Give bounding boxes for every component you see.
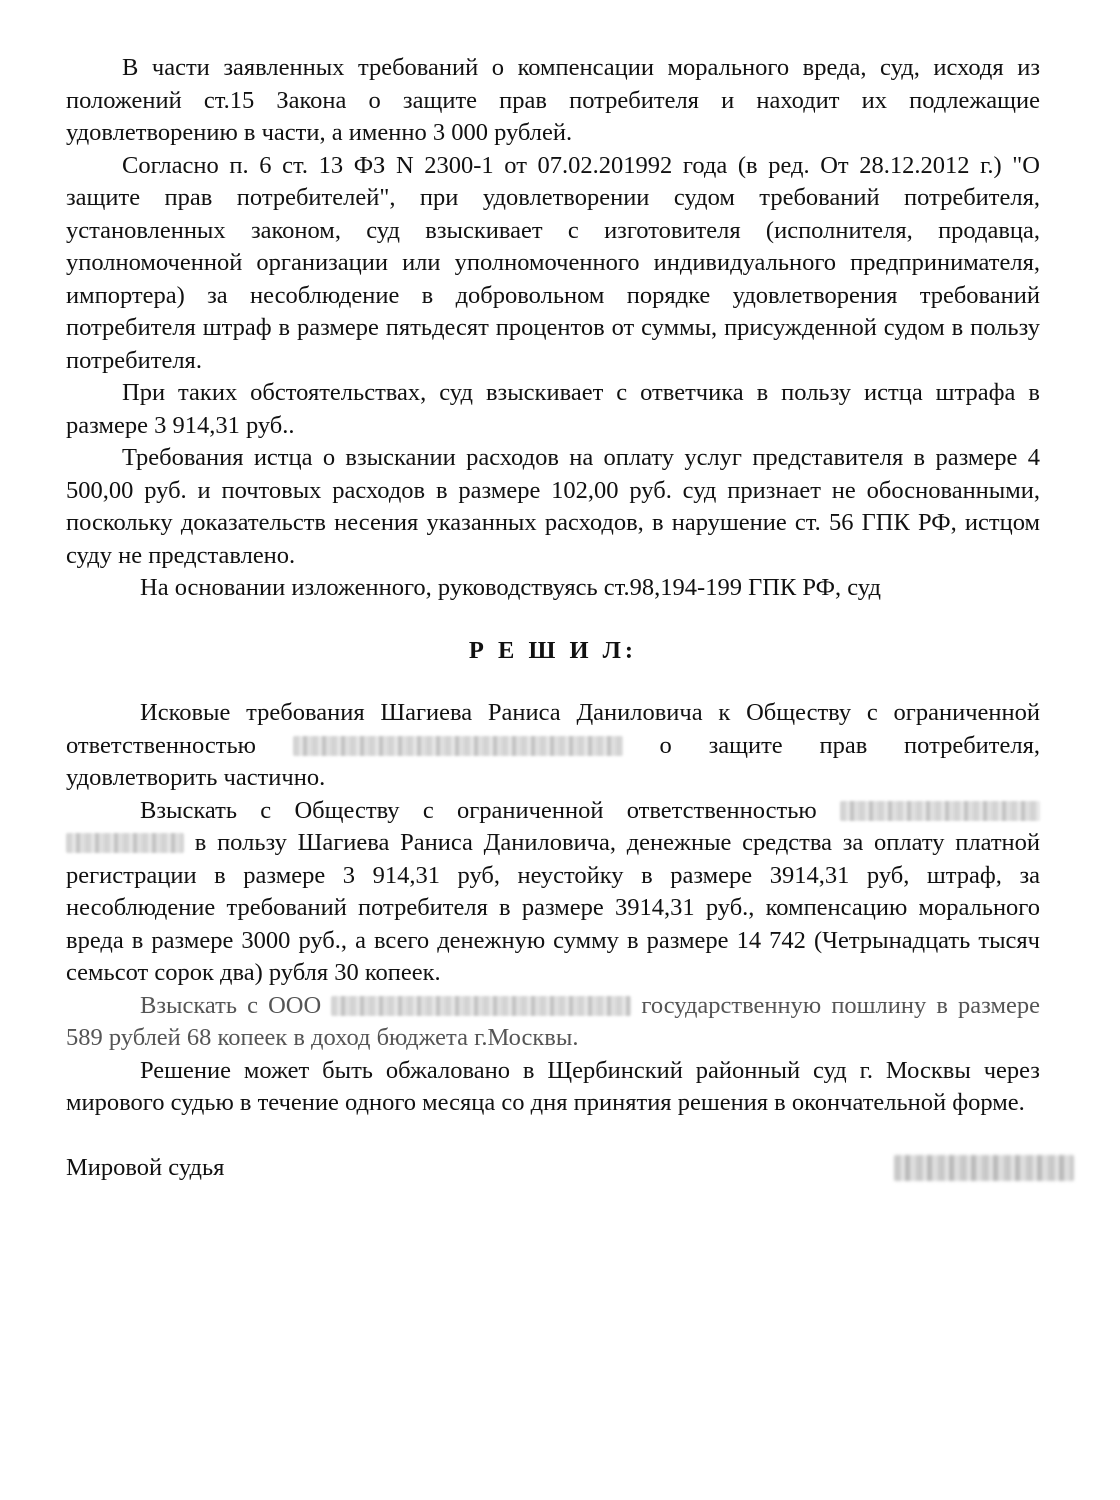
paragraph-basis: На основании изложенного, руководствуясь ст.98,194-199 ГПК РФ, суд [140, 574, 881, 601]
document-page [66, 52, 1040, 1184]
decision-state-duty-text-b: государственную пошлину в размере 589 рублей 68 копеек в доход бюджета г.Москвы. [66, 991, 1040, 1051]
decision-recover-text-a: Взыскать с Обществу с ограниченной ответственностью [140, 796, 817, 824]
decision-recover-text-b: в пользу Шагиева Раниса Даниловича, денежные средства за оплату платной регистрации в размере 3 914,31 руб, неустойку в размере 3914,31 руб, штраф, за несоблюдение требований потребителя в размере 3914,31 руб., компенсацию морального вреда в размере 3000 руб., а всего денежную сумму в размере 14 742 (Четрынадцать тысяч семьсот сорок два) рубля 30 копеек. [66, 829, 1041, 986]
decision-state-duty [66, 990, 1040, 1055]
decision-recover [66, 795, 1040, 990]
signature-block [66, 1152, 1074, 1185]
redacted-company-name [840, 801, 1040, 821]
decision-claims [66, 697, 1040, 795]
redacted-company-name [66, 833, 184, 853]
decision-claims-text-b: о защите прав потребителя, удовлетворить частично. [66, 731, 1040, 791]
redacted-company-name [331, 996, 631, 1016]
paragraph-moral-damage: В части заявленных требований о компенсации морального вреда, суд, исходя из положений ст.15 Закона о защите прав потребителя и находит их подлежащие удовлетворению в части, а именно 3 000 рублей. [66, 54, 1040, 146]
signature-label: Мировой судья [66, 1153, 225, 1181]
decision-claims-text-a: Исковые требования Шагиева Раниса Даниловича к Обществу с ограниченной ответственностью [66, 699, 1040, 759]
paragraph-expenses: Требования истца о взыскании расходов на оплату услуг представителя в размере 4 500,00 руб. и почтовых расходов в размере 102,00 руб. суд признает не обоснованными, поскольку доказательств несения указанных расходов, в нарушение ст. 56 ГПК РФ, истцом суду не представлено. [66, 444, 1040, 569]
paragraph-fine-law: Согласно п. 6 ст. 13 ФЗ N 2300-1 от 07.02.201992 года (в ред. От 28.12.2012 г.) "О защите прав потребителей", при удовлетворении судом требований потребителя, установленных законом, суд взыскивает с изготовителя (исполнителя, продавца, уполномоченной организации или уполномоченного индивидуального предпринимателя, импортера) за несоблюдение в добровольном порядке удовлетворения требований потребителя штраф в размере пятьдесят процентов от суммы, присужденной судом в пользу потребителя. [66, 151, 1040, 374]
decision-heading: Р Е Ш И Л: [468, 636, 638, 664]
redacted-judge-name [894, 1155, 1074, 1181]
decision-appeal: Решение может быть обжаловано в Щербинский районный суд г. Москвы через мирового судью в течение одного месяца со дня принятия решения в окончательной форме. [66, 1056, 1040, 1116]
paragraph-fine-amount: При таких обстоятельствах, суд взыскивает с ответчика в пользу истца штрафа в размере 3 914,31 руб.. [66, 379, 1040, 439]
decision-state-duty-text-a: Взыскать с ООО [140, 991, 322, 1019]
redacted-company-name [293, 736, 623, 756]
